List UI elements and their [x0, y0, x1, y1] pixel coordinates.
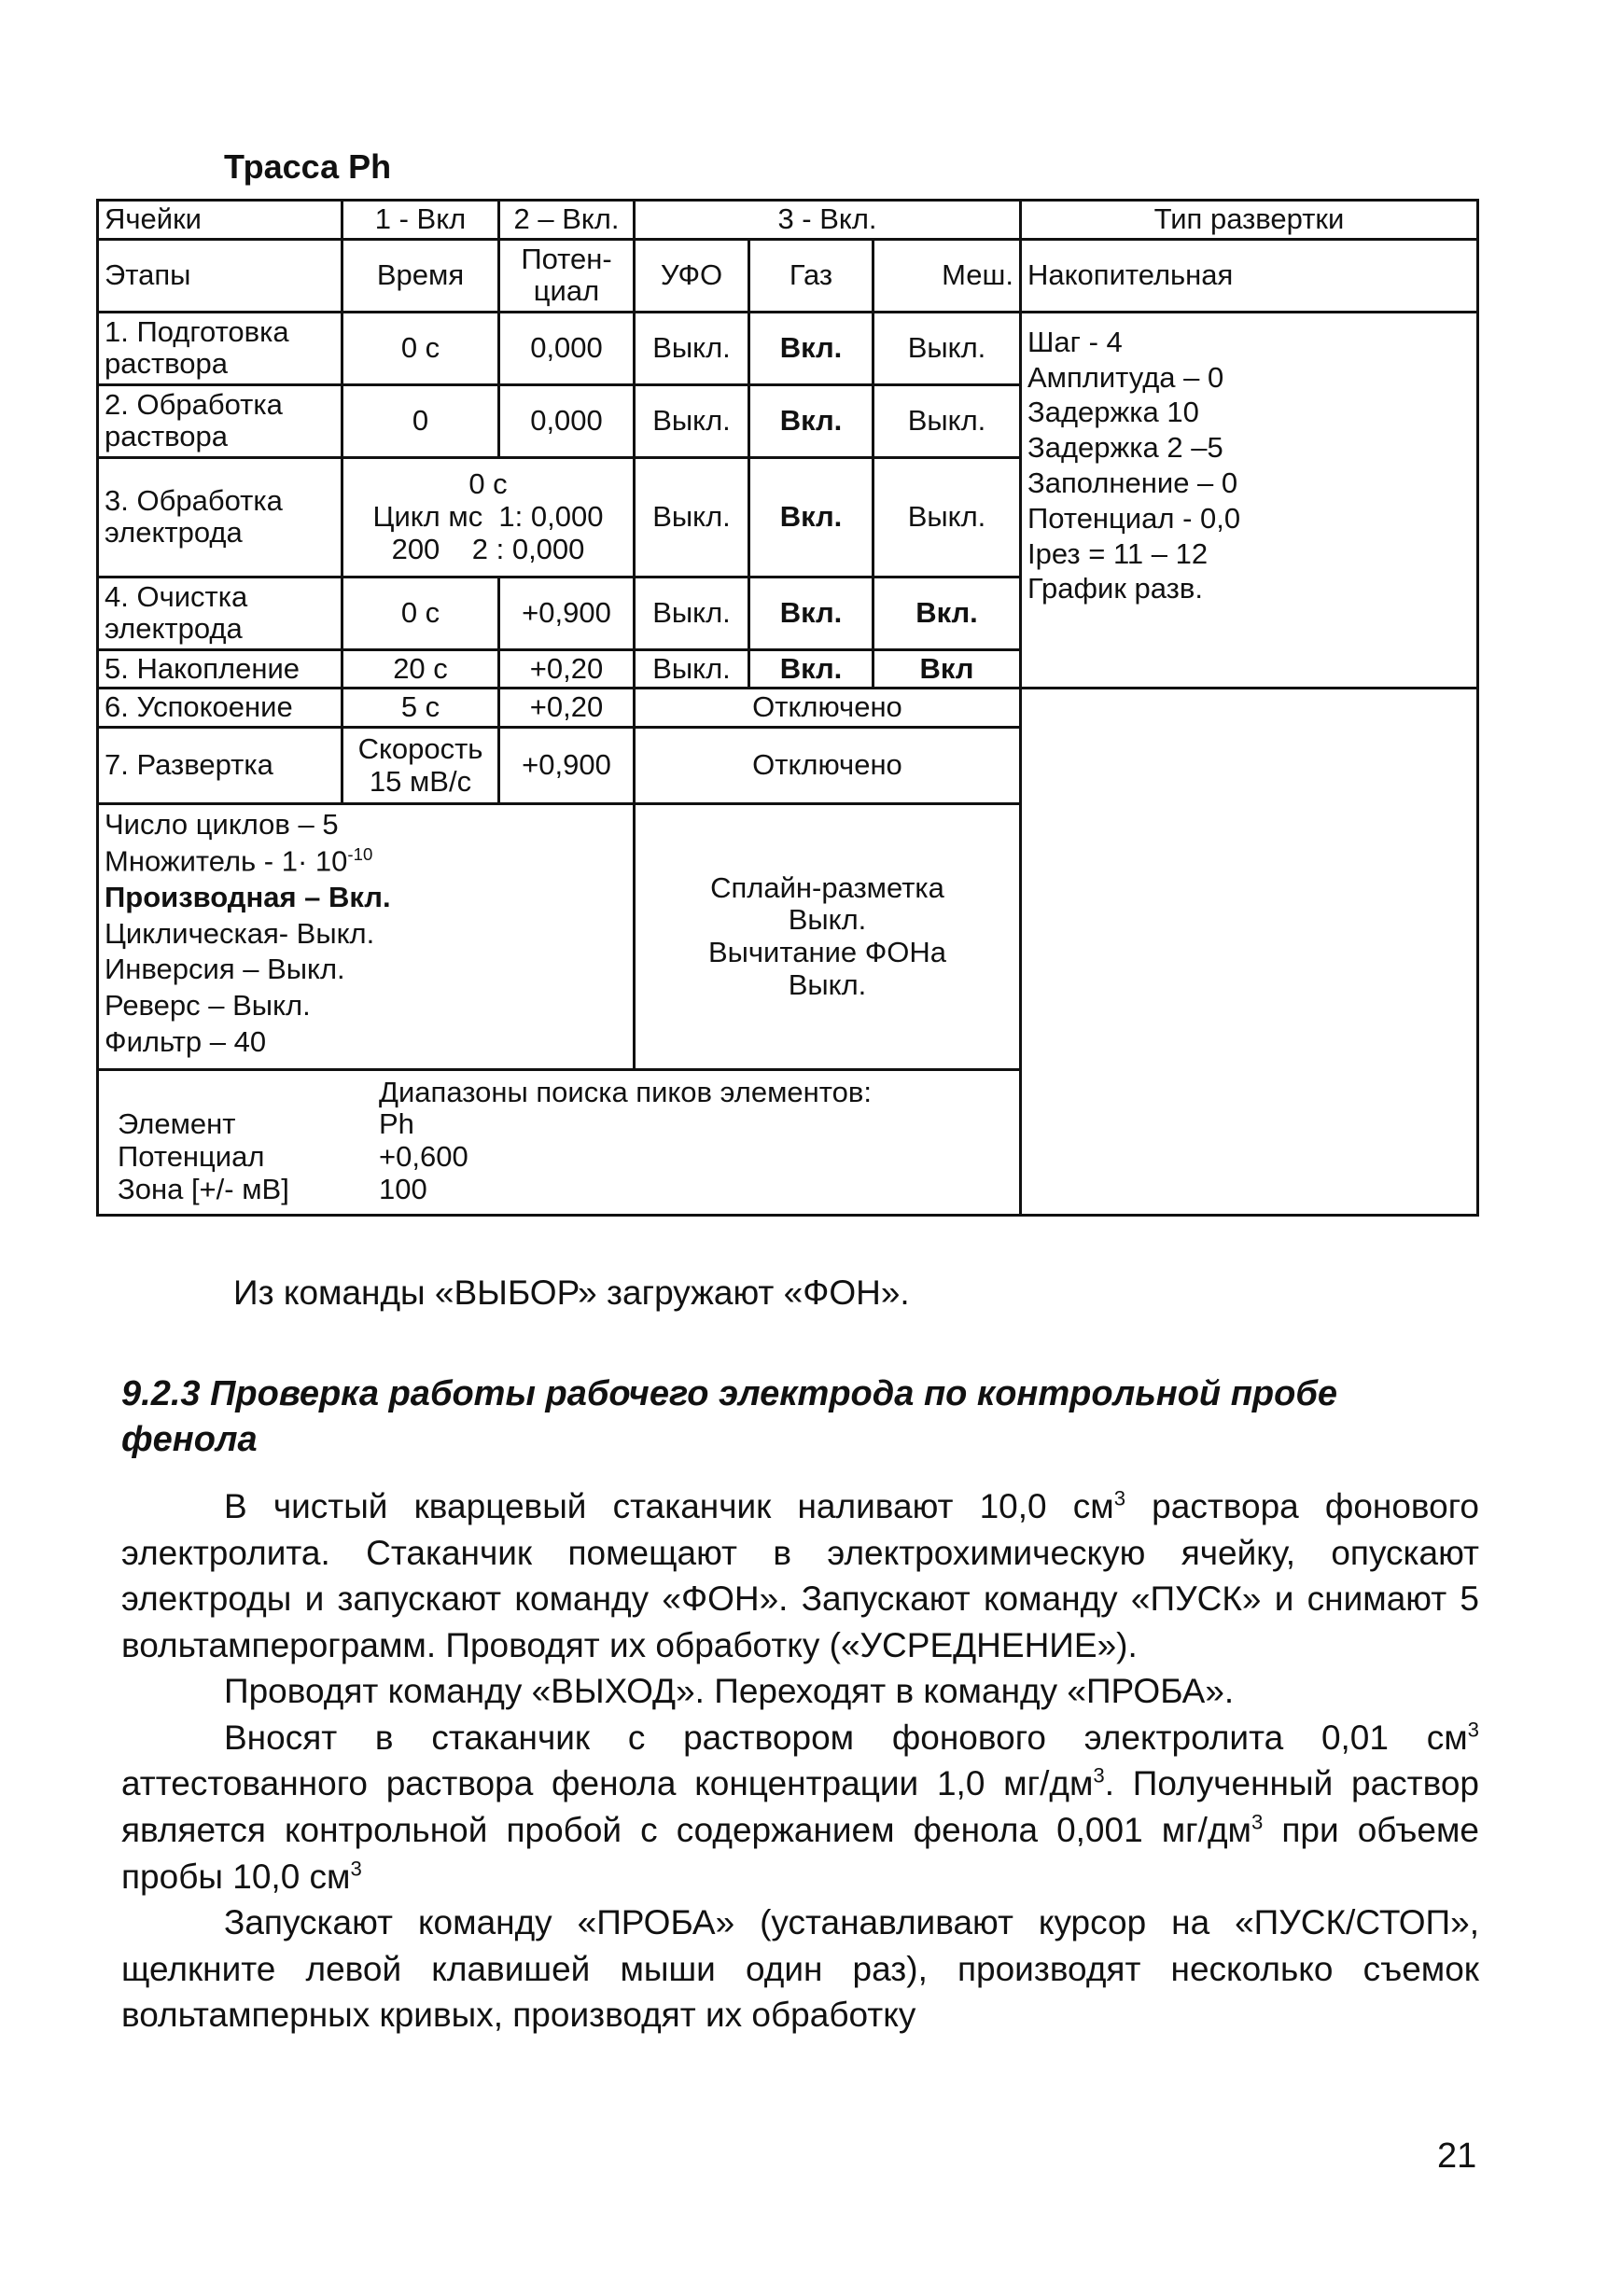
page-number: 21 — [1437, 2136, 1477, 2176]
stage-name: 1. Подготовка раствора — [98, 312, 342, 384]
stage-time: 5 с — [342, 689, 499, 728]
element-label: Элемент — [118, 1107, 236, 1141]
superscript: 3 — [1467, 1718, 1479, 1742]
paragraph — [121, 1715, 1479, 1899]
step2-label: 2 – Вкл. — [499, 201, 635, 240]
table-row — [98, 239, 1478, 312]
stage-potential: +0,900 — [499, 728, 635, 804]
stage-time: 0 с — [342, 312, 499, 384]
stage-name: 7. Развертка — [98, 728, 342, 804]
potential-label: Потенциал — [118, 1140, 265, 1174]
paragraph: Проводят команду «ВЫХОД». Переходят в команду «ПРОБА». — [224, 1672, 1235, 1711]
superscript: 3 — [1113, 1486, 1126, 1510]
cells-label: Ячейки — [98, 201, 342, 240]
stage-potential: +0,20 — [499, 649, 635, 689]
stir-header: Меш. — [873, 239, 1021, 312]
superscript: 3 — [350, 1857, 362, 1881]
paragraph — [121, 1483, 1479, 1668]
ufo-header: УФО — [635, 239, 749, 312]
sweep-param: Задержка 2 –5 — [1027, 431, 1223, 465]
sweep-mode: Накопительная — [1021, 239, 1478, 312]
stage-ufo: Выкл. — [635, 457, 749, 577]
sweep-params — [1021, 312, 1478, 689]
setting-inversion: Инверсия – Выкл. — [105, 953, 345, 986]
text-run: аттестованного раствора фенола концентрации 1,0 мг/дм — [121, 1764, 1094, 1803]
table-row — [98, 312, 1478, 384]
text-run: . Полученный раствор является контрольной пробой с содержанием фенола 0,001 мг/дм — [121, 1764, 1479, 1850]
stage-time: 0 — [342, 384, 499, 457]
element-value: Ph — [379, 1107, 414, 1141]
stage-ufo: Выкл. — [635, 649, 749, 689]
setting-cycles: Число циклов – 5 — [105, 808, 339, 842]
cycle-line: 200 2 : 0,000 — [391, 532, 585, 565]
stage-name: 4. Очистка электрода — [98, 577, 342, 649]
stage-potential: +0,20 — [499, 689, 635, 728]
stage-stir: Выкл. — [873, 312, 1021, 384]
spline-line: Выкл. — [788, 903, 867, 937]
stage-state: Отключено — [635, 728, 1021, 804]
sweep-param: Заполнение – 0 — [1027, 466, 1238, 499]
processing-settings — [98, 804, 635, 1070]
paragraph: Запускают команду «ПРОБА» (устанавливают курсор на «ПУСК/СТОП», щелкните левой клавишей мыши один раз), производят несколько съемок вольтамперных кривых, производят их обработку — [121, 1903, 1479, 2035]
stage-potential: 0,000 — [499, 384, 635, 457]
text-run: при объеме пробы 10,0 см — [121, 1811, 1479, 1896]
superscript: 3 — [1251, 1810, 1264, 1834]
multiplier-value: Множитель - 1· 10 — [105, 844, 348, 878]
stages-header: Этапы — [98, 239, 342, 312]
stage-name: 3. Обработка электрода — [98, 457, 342, 577]
stage-stir: Выкл. — [873, 384, 1021, 457]
stage-ufo: Выкл. — [635, 384, 749, 457]
cycle-line: 0 с — [468, 467, 508, 501]
setting-derivative: Производная – Вкл. — [105, 880, 391, 913]
load-background-line: Из команды «ВЫБОР» загружают «ФОН». — [233, 1273, 910, 1312]
setting-cyclic: Циклическая- Выкл. — [105, 916, 375, 950]
stage-stir: Вкл — [873, 649, 1021, 689]
text-run: раствора фонового электролита. Стаканчик помещают в электрохимическую ячейку, опускают электроды и запускают команду «ФОН». Запускают команду «ПУСК» и снимают 5 вольтамперограмм. Проводят их обработку («УСРЕДНЕНИЕ»). — [121, 1487, 1479, 1664]
trace-title: Трасса Ph — [224, 147, 392, 186]
multiplier-exponent: -10 — [347, 843, 373, 864]
stage-stir: Вкл. — [873, 577, 1021, 649]
stage-stir: Выкл. — [873, 457, 1021, 577]
peak-zone-row — [118, 1174, 1000, 1206]
stage-state: Отключено — [635, 689, 1021, 728]
setting-filter: Фильтр – 40 — [105, 1024, 267, 1058]
sweep-param: График разв. — [1027, 572, 1203, 605]
stage-gas: Вкл. — [749, 577, 873, 649]
zone-value: 100 — [379, 1172, 427, 1205]
setting-reverse: Реверс – Выкл. — [105, 989, 311, 1023]
superscript: 3 — [1093, 1764, 1105, 1788]
section-heading: 9.2.3 Проверка работы рабочего электрода по контрольной пробе фенола — [121, 1374, 1338, 1460]
stage-ufo: Выкл. — [635, 577, 749, 649]
text-run: Вносят в стаканчик с раствором фонового электролита 0,01 см — [224, 1718, 1468, 1757]
spline-line: Выкл. — [788, 967, 867, 1001]
potential-header: Потен-циал — [499, 239, 635, 312]
spline-line: Сплайн-разметка — [710, 870, 944, 904]
stage-name: 5. Накопление — [98, 649, 342, 689]
step3-label: 3 - Вкл. — [635, 201, 1021, 240]
stage-time: 20 с — [342, 649, 499, 689]
peak-potential-row — [118, 1141, 1000, 1174]
setting-multiplier — [105, 843, 627, 880]
stage-time: Скорость 15 мВ/с — [342, 728, 499, 804]
peak-search-title: Диапазоны поиска пиков элементов: — [379, 1075, 872, 1108]
spline-settings — [635, 804, 1021, 1070]
stage-gas: Вкл. — [749, 649, 873, 689]
stage-ufo: Выкл. — [635, 312, 749, 384]
time-header: Время — [342, 239, 499, 312]
sweep-type-header: Тип развертки — [1021, 201, 1478, 240]
sweep-param: Iрез = 11 – 12 — [1027, 536, 1209, 570]
cycle-line: Цикл мс 1: 0,000 — [372, 499, 604, 533]
stage-name: 2. Обработка раствора — [98, 384, 342, 457]
sweep-param: Амплитуда – 0 — [1027, 360, 1224, 394]
stage-time: 0 с — [342, 577, 499, 649]
potential-value: +0,600 — [379, 1140, 468, 1174]
peak-search-ranges — [98, 1069, 1021, 1215]
stage-time-cycle — [342, 457, 635, 577]
table-row — [98, 201, 1478, 240]
spline-line: Вычитание ФОНа — [707, 935, 947, 968]
empty-cell — [1021, 689, 1478, 1215]
parameters-table — [96, 199, 1479, 1217]
stage-potential: 0,000 — [499, 312, 635, 384]
table-row — [98, 689, 1478, 728]
stage-potential: +0,900 — [499, 577, 635, 649]
sweep-param: Шаг - 4 — [1027, 325, 1123, 358]
sweep-param: Задержка 10 — [1027, 396, 1199, 429]
zone-label: Зона [+/- мВ] — [118, 1172, 289, 1205]
peak-element-row — [118, 1108, 1000, 1141]
stage-gas: Вкл. — [749, 384, 873, 457]
stage-gas: Вкл. — [749, 312, 873, 384]
stage-gas: Вкл. — [749, 457, 873, 577]
text-run: В чистый кварцевый стаканчик наливают 10,0 см — [224, 1487, 1114, 1525]
body-text — [121, 1483, 1479, 2039]
step1-label: 1 - Вкл — [342, 201, 499, 240]
sweep-param: Потенциал - 0,0 — [1027, 501, 1241, 535]
gas-header: Газ — [749, 239, 873, 312]
stage-name: 6. Успокоение — [98, 689, 342, 728]
